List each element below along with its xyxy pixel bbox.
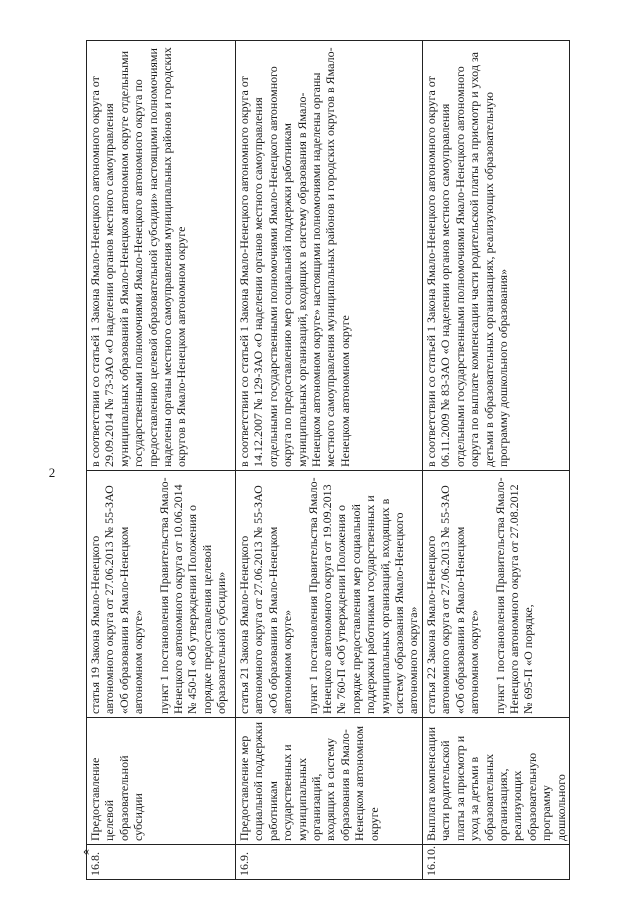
stray-quote-mark: « <box>83 843 90 858</box>
legal-basis-law: статья 21 Закона Ямало-Ненецкого автономного округа от 27.06.2013 № 55-ЗАО «Об образовании в Ямало-Ненецком автономном округе» <box>237 485 295 714</box>
table-row <box>422 41 569 880</box>
legal-basis-cell <box>422 471 569 718</box>
service-name: Выплата компенсации части родительской платы за присмотр и уход за детьми в образовательных организациях, реализующих образовательную программу дошкольного <box>422 718 569 845</box>
service-name: Предоставление мер социальной поддержки работникам государственных и муниципальных организаций, входящих в систему образования в Ямало-Ненецком автономном округе <box>236 718 423 845</box>
authority-cell: в соответствии со статьей 1 Закона Ямало-Ненецкого автономного округа от 06.11.2009 № 83-ЗАО «О наделении органов местного самоуправления отдельными государственными полномочиями Ямало-Ненецкого автономного округа по выплате компенсации части родительской платы за присмотр и уход за детьми в образовательных организациях, реализующих образовательную программу дошкольного образования» <box>422 41 569 471</box>
legal-basis-resolution: пункт 1 постановления Правительства Ямало-Ненецкого автономного округа от 19.09.2013 № 760-П «Об утверждении Положения о порядке предоставления мер социальной поддержки работникам государственных и муниципальных организаций, входящих в систему образования Ямало-Ненецкого автономного округа» <box>305 477 421 714</box>
row-number: 16.10. <box>422 845 569 880</box>
authority-cell: в соответствии со статьей 1 Закона Ямало-Ненецкого автономного округа от 14.12.2007 № 129-ЗАО «О наделении органов местного самоуправления отдельными государственными полномочиями Ямало-Ненецкого автономного округа по предоставлению мер социальной поддержки работникам муниципальных организаций, входящих в систему образования в Ямало-Ненецком автономном округе» настоящими полномочиями наделены органы местного самоуправления муниципальных районов и городских округов в Ямало-Ненецком автономном округе <box>236 41 423 471</box>
legal-basis-cell <box>236 471 423 718</box>
table-row <box>87 41 236 880</box>
row-number: 16.9. <box>236 845 423 880</box>
authority-cell: в соответствии со статьей 1 Закона Ямало-Ненецкого автономного округа от 29.09.2014 № 73-ЗАО «О наделении органов местного самоуправления муниципальных образований в Ямало-Ненецком автономном округе отдельными государственными полномочиями Ямало-Ненецкого автономного округа по предоставлению целевой образовательной субсидии» настоящими полномочиями наделены органы местного самоуправления муниципальных районов и городских округов в Ямало-Ненецком автономном округе <box>87 41 236 471</box>
legal-basis-resolution: пункт 1 постановления Правительства Ямало-Ненецкого автономного округа от 27.08.2012 № 695-П «О порядке, <box>492 477 536 714</box>
table-row <box>236 41 423 880</box>
legal-basis-resolution: пункт 1 постановления Правительства Ямало-Ненецкого автономного округа от 10.06.2014 № 450-П «Об утверждении Положения о порядке предоставления целевой образовательной субсидии» <box>156 477 229 714</box>
legal-basis-law: статья 22 Закона Ямало-Ненецкого автономного округа от 27.06.2013 № 55-ЗАО «Об образовании в Ямало-Ненецком автономном округе» <box>423 485 482 714</box>
service-name: Предоставление целевой образовательной субсидии <box>87 718 236 845</box>
row-number: 16.8. <box>87 845 236 880</box>
legal-basis-law: статья 19 Закона Ямало-Ненецкого автономного округа от 27.06.2013 № 55-ЗАО «Об образовании в Ямало-Ненецком автономном округе» <box>88 485 146 714</box>
page-number: 2 <box>48 465 56 480</box>
rotated-page <box>86 40 570 880</box>
legal-basis-cell <box>87 471 236 718</box>
powers-table <box>86 40 570 880</box>
